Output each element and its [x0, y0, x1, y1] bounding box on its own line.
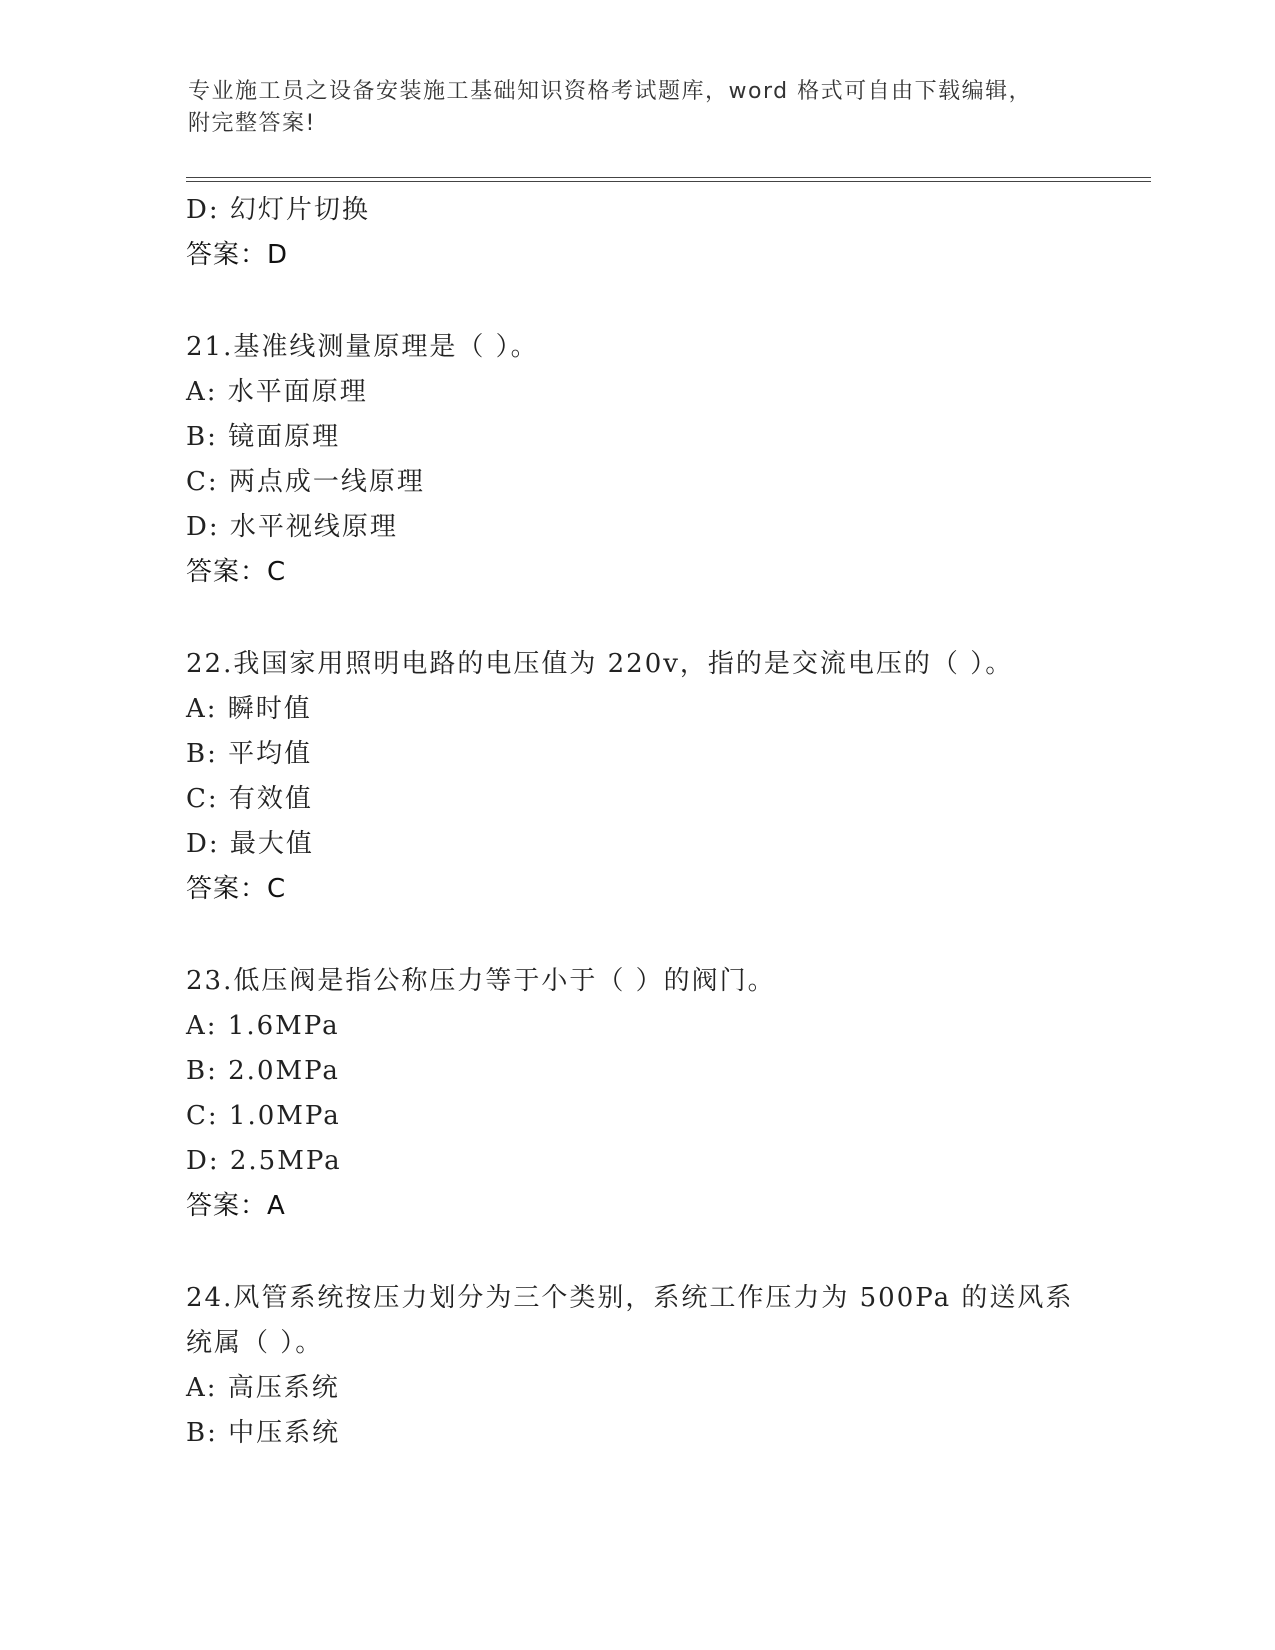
option-b: B: 镜面原理 — [186, 422, 341, 452]
option-a: A: 水平面原理 — [186, 377, 368, 407]
option-d: D: 幻灯片切换 — [186, 195, 370, 225]
question-stem-line-1: 24.风管系统按压力划分为三个类别，系统工作压力为 500Pa 的送风系 — [186, 1283, 1074, 1313]
answer-label: 答案：D — [186, 240, 289, 270]
option-d: D: 水平视线原理 — [186, 512, 398, 542]
spacer — [186, 912, 1086, 959]
question-stem: 22.我国家用照明电路的电压值为 220v，指的是交流电压的（ ）。 — [186, 649, 1014, 679]
header-divider — [186, 177, 1151, 182]
question-stem-line-2: 统属（ ）。 — [186, 1328, 324, 1358]
option-a: A: 1.6MPa — [186, 1011, 340, 1041]
option-c: C: 有效值 — [186, 784, 313, 814]
question-content — [186, 188, 1086, 1456]
option-d: D: 2.5MPa — [186, 1146, 342, 1176]
question-stem: 23.低压阀是指公称压力等于小于（ ）的阀门。 — [186, 966, 776, 996]
spacer — [186, 278, 1086, 325]
option-d: D: 最大值 — [186, 829, 314, 859]
option-b: B: 平均值 — [186, 739, 313, 769]
header-line-1: 专业施工员之设备安装施工基础知识资格考试题库，word 格式可自由下载编辑， — [188, 79, 1033, 104]
spacer — [186, 595, 1086, 642]
option-b: B: 中压系统 — [186, 1418, 341, 1448]
option-b: B: 2.0MPa — [186, 1056, 340, 1086]
header-line-2: 附完整答案! — [188, 111, 316, 136]
option-a: A: 瞬时值 — [186, 694, 312, 724]
option-a: A: 高压系统 — [186, 1373, 340, 1403]
answer-label: 答案：C — [186, 874, 287, 904]
question-stem: 21.基准线测量原理是（ ）。 — [186, 332, 539, 362]
spacer — [186, 1229, 1086, 1276]
answer-label: 答案：C — [186, 557, 287, 587]
answer-label: 答案：A — [186, 1191, 286, 1221]
option-c: C: 1.0MPa — [186, 1101, 341, 1131]
option-c: C: 两点成一线原理 — [186, 467, 425, 497]
document-header — [188, 76, 1088, 140]
